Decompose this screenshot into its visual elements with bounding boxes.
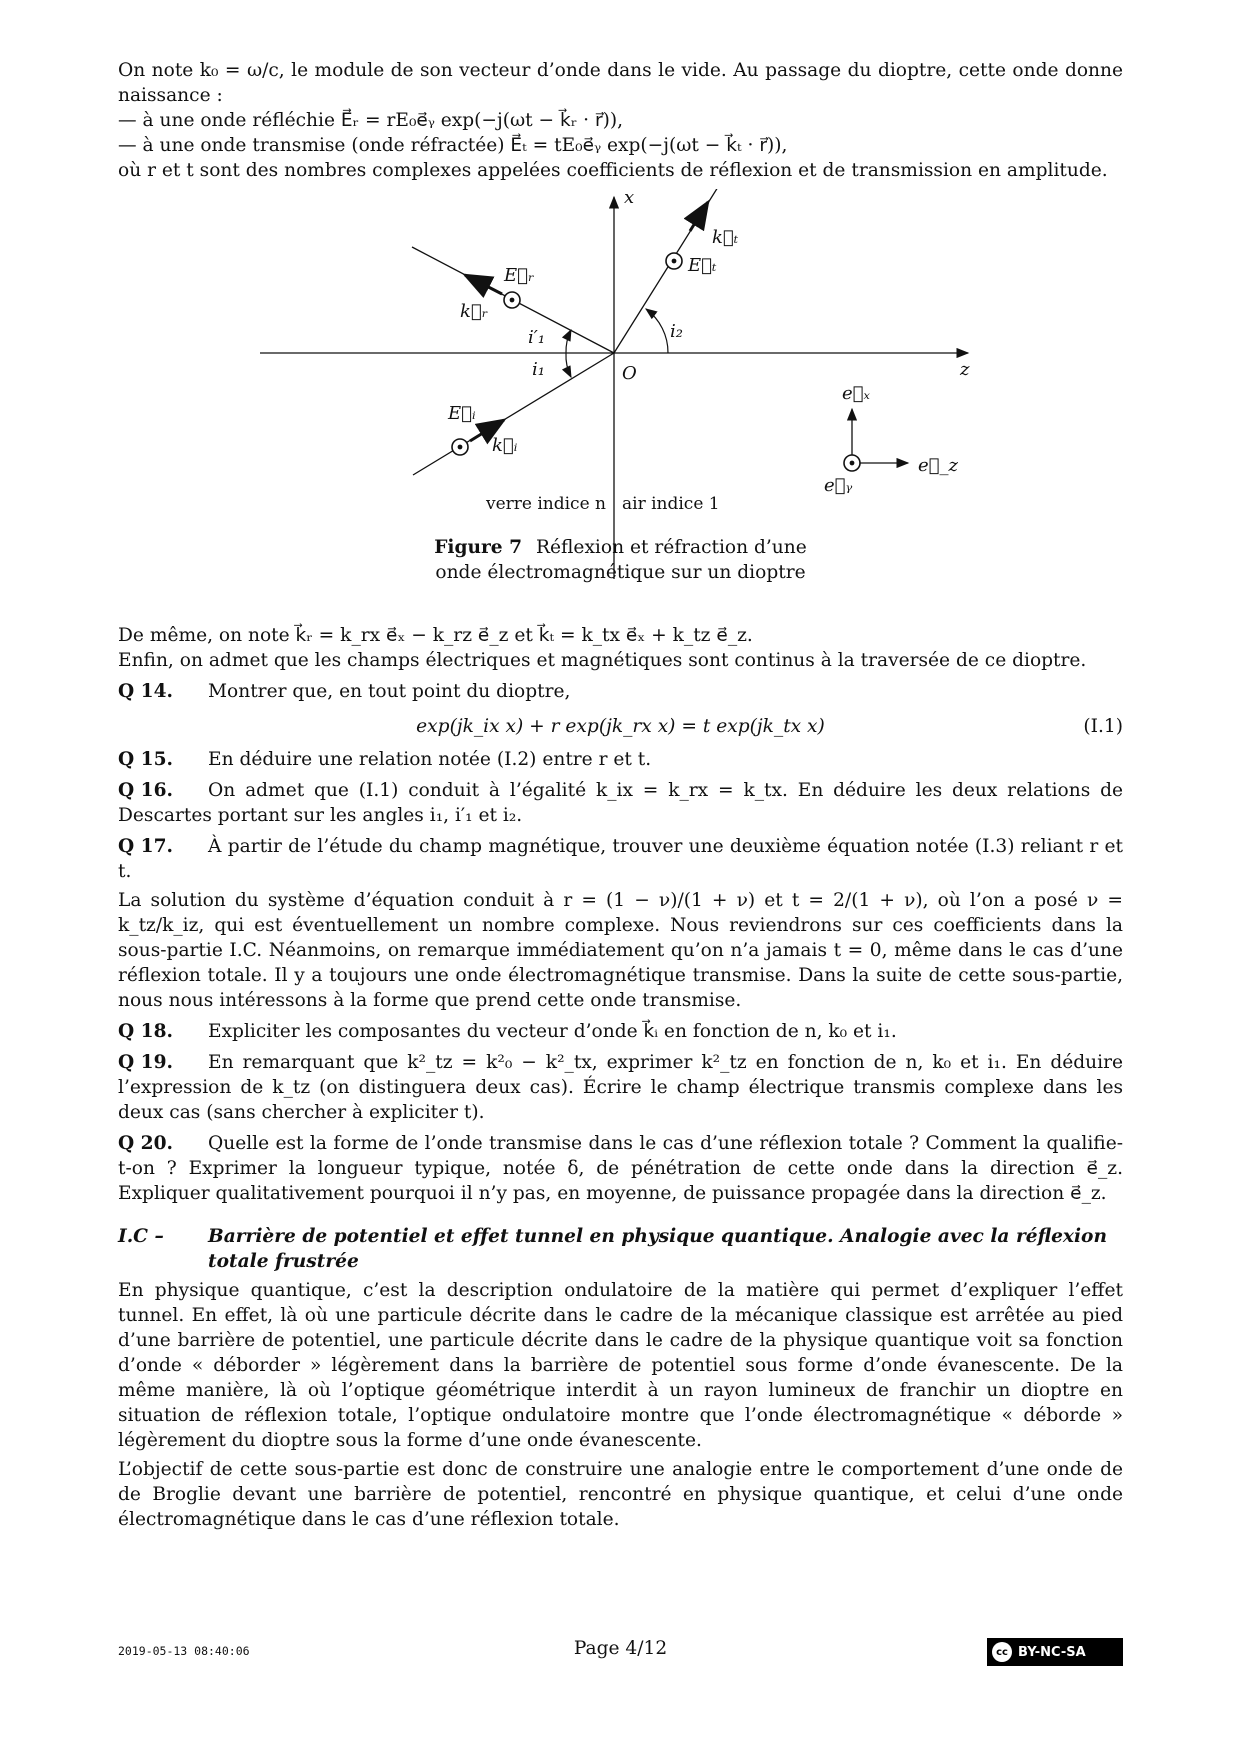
label-kt: k⃗ₜ	[712, 227, 739, 248]
label-x: x	[624, 189, 635, 208]
q17-text: À partir de l’étude du champ magnétique, trouver une deuxième équation notée (I.3) reliant r et t.	[118, 836, 1123, 882]
angle-i1-arc	[566, 353, 571, 377]
label-O: O	[622, 363, 637, 384]
license-badge	[987, 1638, 1123, 1666]
figure-caption	[118, 535, 1123, 560]
cc-logo-icon: cc	[992, 1642, 1012, 1662]
q14-number: Q 14.	[118, 681, 174, 702]
equation-I1	[118, 714, 1123, 739]
question-15	[118, 747, 1123, 772]
kt-arrow	[690, 202, 708, 231]
caption-text-2: onde électromagnétique sur un dioptre	[435, 562, 806, 583]
q20-text: Quelle est la forme de l’onde transmise dans le cas d’une réflexion totale ? Comment la qualifie-t-on ? Exprimer la longueur typique, notée δ, de pénétration de cette onde dans la direction e⃗_z. Expliquer qualitativement pourquoi il n’y pas, en moyenne, de puissance propagée dans la direction e⃗_z.	[118, 1133, 1123, 1204]
question-14	[118, 679, 1123, 704]
q14-text: Montrer que, en tout point du dioptre,	[208, 681, 571, 702]
q17-number: Q 17.	[118, 836, 174, 857]
angle-i1p-arc	[566, 330, 571, 353]
q15-text: En déduire une relation notée (I.2) entre r et t.	[208, 749, 652, 770]
Er-dot-icon	[504, 292, 520, 308]
page-content	[118, 58, 1123, 1532]
q19-text: En remarquant que k²_tz = k²₀ − k²_tx, exprimer k²_tz en fonction de n, k₀ et i₁. En déduire l’expression de k_tz (on distinguera deux cas). Écrire le champ électrique transmis complexe dans les deux cas (sans chercher à expliciter t).	[118, 1052, 1123, 1123]
q15-number: Q 15.	[118, 749, 174, 770]
label-Er: E⃗ᵣ	[504, 265, 535, 286]
question-16	[118, 778, 1123, 828]
question-18	[118, 1019, 1123, 1044]
body-p1: De même, on note k⃗ᵣ = k_rx e⃗ₓ − k_rz e⃗_z et k⃗ₜ = k_tx e⃗ₓ + k_tz e⃗_z.	[118, 625, 753, 646]
question-17	[118, 834, 1123, 884]
kr-arrow	[465, 275, 502, 294]
section-heading-IC	[118, 1224, 1123, 1274]
label-kr: k⃗ᵣ	[460, 301, 488, 322]
caption-text-1: Réflexion et réfraction d’une	[536, 537, 807, 558]
footer-date: 2019-05-13 08:40:06	[118, 1644, 250, 1658]
q16-text: On admet que (I.1) conduit à l’égalité k_ix = k_rx = k_tx. En déduire les deux relations de Descartes portant sur les angles i₁, i′₁ et i₂.	[118, 780, 1123, 826]
label-i2: i₂	[670, 321, 683, 342]
page-number: Page 4/12	[573, 1638, 668, 1659]
label-glass: verre indice n	[485, 494, 606, 514]
section-title: Barrière de potentiel et effet tunnel en physique quantique. Analogie avec la réflexion totale frustrée	[208, 1226, 1107, 1272]
Et-dot-icon	[666, 253, 682, 269]
page-footer	[118, 1638, 1123, 1668]
section-p1: En physique quantique, c’est la description ondulatoire de la matière qui permet d’expliquer l’effet tunnel. En effet, là où une particule décrite dans le cadre de la mécanique classique est arrêtée au pied d’une barrière de potentiel, une particule décrite dans le cadre de la physique quantique voit sa fonction d’onde « déborder » légèrement dans la barrière de potentiel sous forme d’onde évanescente. De la même manière, là où l’optique géométrique interdit à un rayon lumineux de franchir un dioptre en situation de réflexion totale, l’optique ondulatoire montre que l’onde électromagnétique « déborde » légèrement du dioptre sous la forme d’une onde évanescente.	[118, 1280, 1123, 1451]
angle-i2-arc	[646, 309, 668, 353]
section-p2: L’objectif de cette sous-partie est donc de construire une analogie entre le comportement d’une onde de de Broglie devant une barrière de potentiel, rencontré en physique quantique, et celui d’une onde électromagnétique dans le cas d’une réflexion totale.	[118, 1459, 1123, 1530]
label-air: air indice 1	[622, 494, 720, 514]
eq1-tag: (I.1)	[1083, 716, 1123, 737]
license-text: BY-NC-SA	[1018, 1644, 1086, 1660]
intro-item-transmitted: — à une onde transmise (onde réfractée) E⃗ₜ = tE₀e⃗ᵧ exp(−j(ωt − k⃗ₜ · r⃗)),	[118, 135, 788, 156]
q20-number: Q 20.	[118, 1133, 174, 1154]
intro-item-reflected: — à une onde réfléchie E⃗ᵣ = rE₀e⃗ᵧ exp(−j(ωt − k⃗ᵣ · r⃗)),	[118, 110, 624, 131]
Ei-dot-icon	[452, 439, 468, 455]
solution-paragraph: La solution du système d’équation conduit à r = (1 − ν)/(1 + ν) et t = 2/(1 + ν), où l’on a posé ν = k_tz/k_iz, qui est éventuellement un nombre complexe. Nous reviendrons sur ces coefficients dans la sous-partie I.C. Néanmoins, on remarque immédiatement qu’on n’a jamais t = 0, même dans le cas d’une réflexion totale. Il y a toujours une onde électromagnétique transmise. Dans la suite de cette sous-partie, nous nous intéressons à la forme que prend cette onde transmise.	[118, 890, 1123, 1011]
q19-number: Q 19.	[118, 1052, 174, 1073]
label-z: z	[960, 359, 970, 380]
intro-line-1: On note k₀ = ω/c, le module de son vecteur d’onde dans le vide. Au passage du dioptre, cette onde donne naissance :	[118, 60, 1123, 106]
label-Ei: E⃗ᵢ	[448, 403, 476, 424]
label-i1p: i′₁	[528, 327, 546, 348]
caption-label: Figure 7	[434, 537, 523, 558]
question-20	[118, 1131, 1123, 1206]
q16-number: Q 16.	[118, 780, 174, 801]
incident-ray	[413, 353, 614, 475]
label-i1: i₁	[532, 359, 545, 380]
body-p2: Enfin, on admet que les champs électriques et magnétiques sont continus à la traversée de ce dioptre.	[118, 650, 1087, 671]
section-number: I.C –	[118, 1226, 164, 1247]
label-ey: e⃗ᵧ	[824, 475, 853, 496]
label-ki: k⃗ᵢ	[492, 435, 518, 456]
eq1-expression: exp(jk_ix x) + r exp(jk_rx x) = t exp(jk_tx x)	[416, 716, 825, 737]
label-ex: e⃗ₓ	[842, 383, 870, 404]
figure-7-diagram	[118, 189, 1123, 619]
q18-text: Expliciter les composantes du vecteur d’onde k⃗ᵢ en fonction de n, k₀ et i₁.	[208, 1021, 897, 1042]
question-19	[118, 1050, 1123, 1125]
q18-number: Q 18.	[118, 1021, 174, 1042]
ey-dot-icon	[844, 455, 860, 471]
label-ez: e⃗_z	[918, 455, 958, 476]
label-Et: E⃗ₜ	[688, 255, 717, 276]
intro-line-2: où r et t sont des nombres complexes appelées coefficients de réflexion et de transmission en amplitude.	[118, 160, 1108, 181]
